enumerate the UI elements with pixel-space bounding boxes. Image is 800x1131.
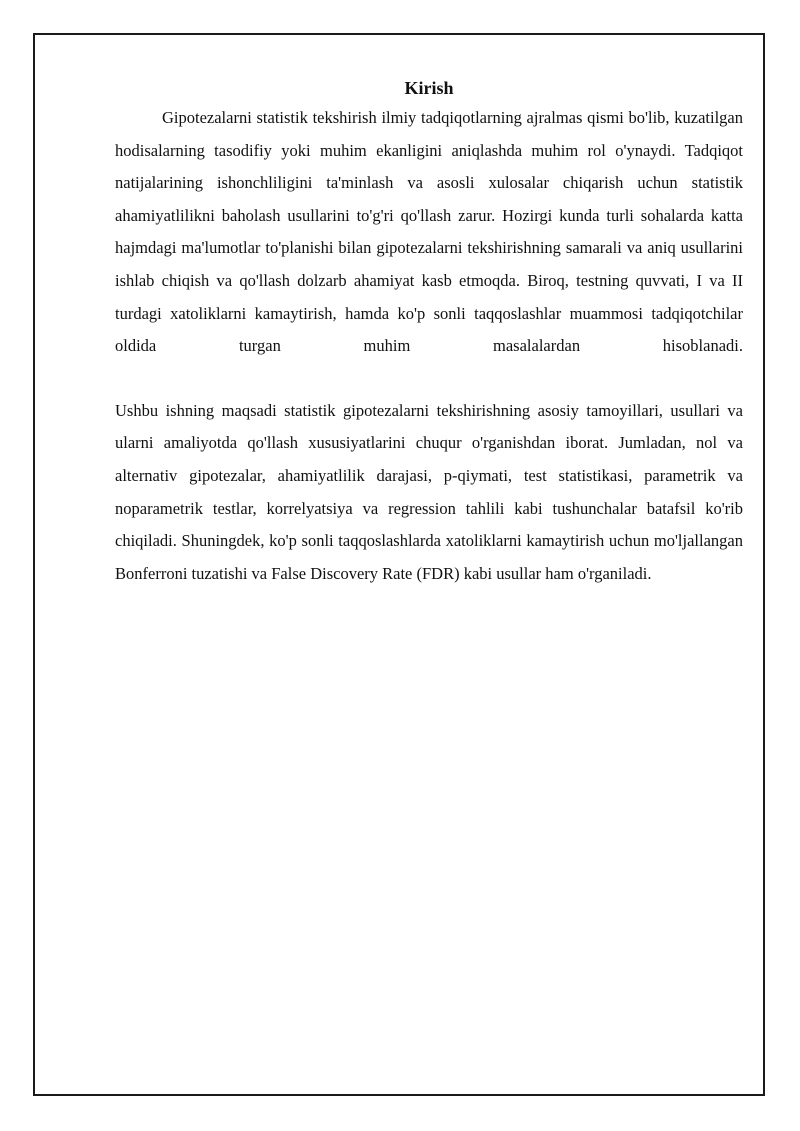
paragraph-intro: Gipotezalarni statistik tekshirish ilmiy tadqiqotlarning ajralmas qismi bo'lib, kuzatilgan hodisalarning tasodifiy yoki muhim ekanligini aniqlashda muhim rol o'ynaydi. Tadqiqot natijalarining ishonchliligini ta'minlash va asosli xulosalar chiqarish uchun statistik ahamiyatlilikni baholash usullarini to'g'ri qo'llash zarur. Hozirgi kunda turli sohalarda katta hajmdagi ma'lumotlar to'planishi bilan gipotezalarni tekshirishning samarali va aniq usullarini ishlab chiqish va qo'llash dolzarb ahamiyat kasb etmoqda. Biroq, testning quvvati, I va II turdagi xatoliklarni kamaytirish, hamda ko'p sonli taqqoslashlar muammosi tadqiqotchilar oldida turgan muhim masalalardan hisoblanadi. <box>115 108 743 356</box>
paragraph-goal: Ushbu ishning maqsadi statistik gipotezalarni tekshirishning asosiy tamoyillari, usullari va ularni amaliyotda qo'llash xususiyatlarini chuqur o'rganishdan iborat. Jumladan, nol va alternativ gipotezalar, ahamiyatlilik darajasi, p-qiymati, test statistikasi, parametrik va noparametrik testlar, korrelyatsiya va regression tahlili kabi tushunchalar batafsil ko'rib chiqiladi. Shuningdek, ko'p sonli taqqoslashlarda xatoliklarni kamaytirish uchun mo'ljallangan Bonferroni tuzatishi va False Discovery Rate (FDR) kabi usullar ham o'rganiladi. <box>115 400 743 583</box>
page-title: Kirish <box>404 78 454 98</box>
document-body <box>115 76 743 590</box>
